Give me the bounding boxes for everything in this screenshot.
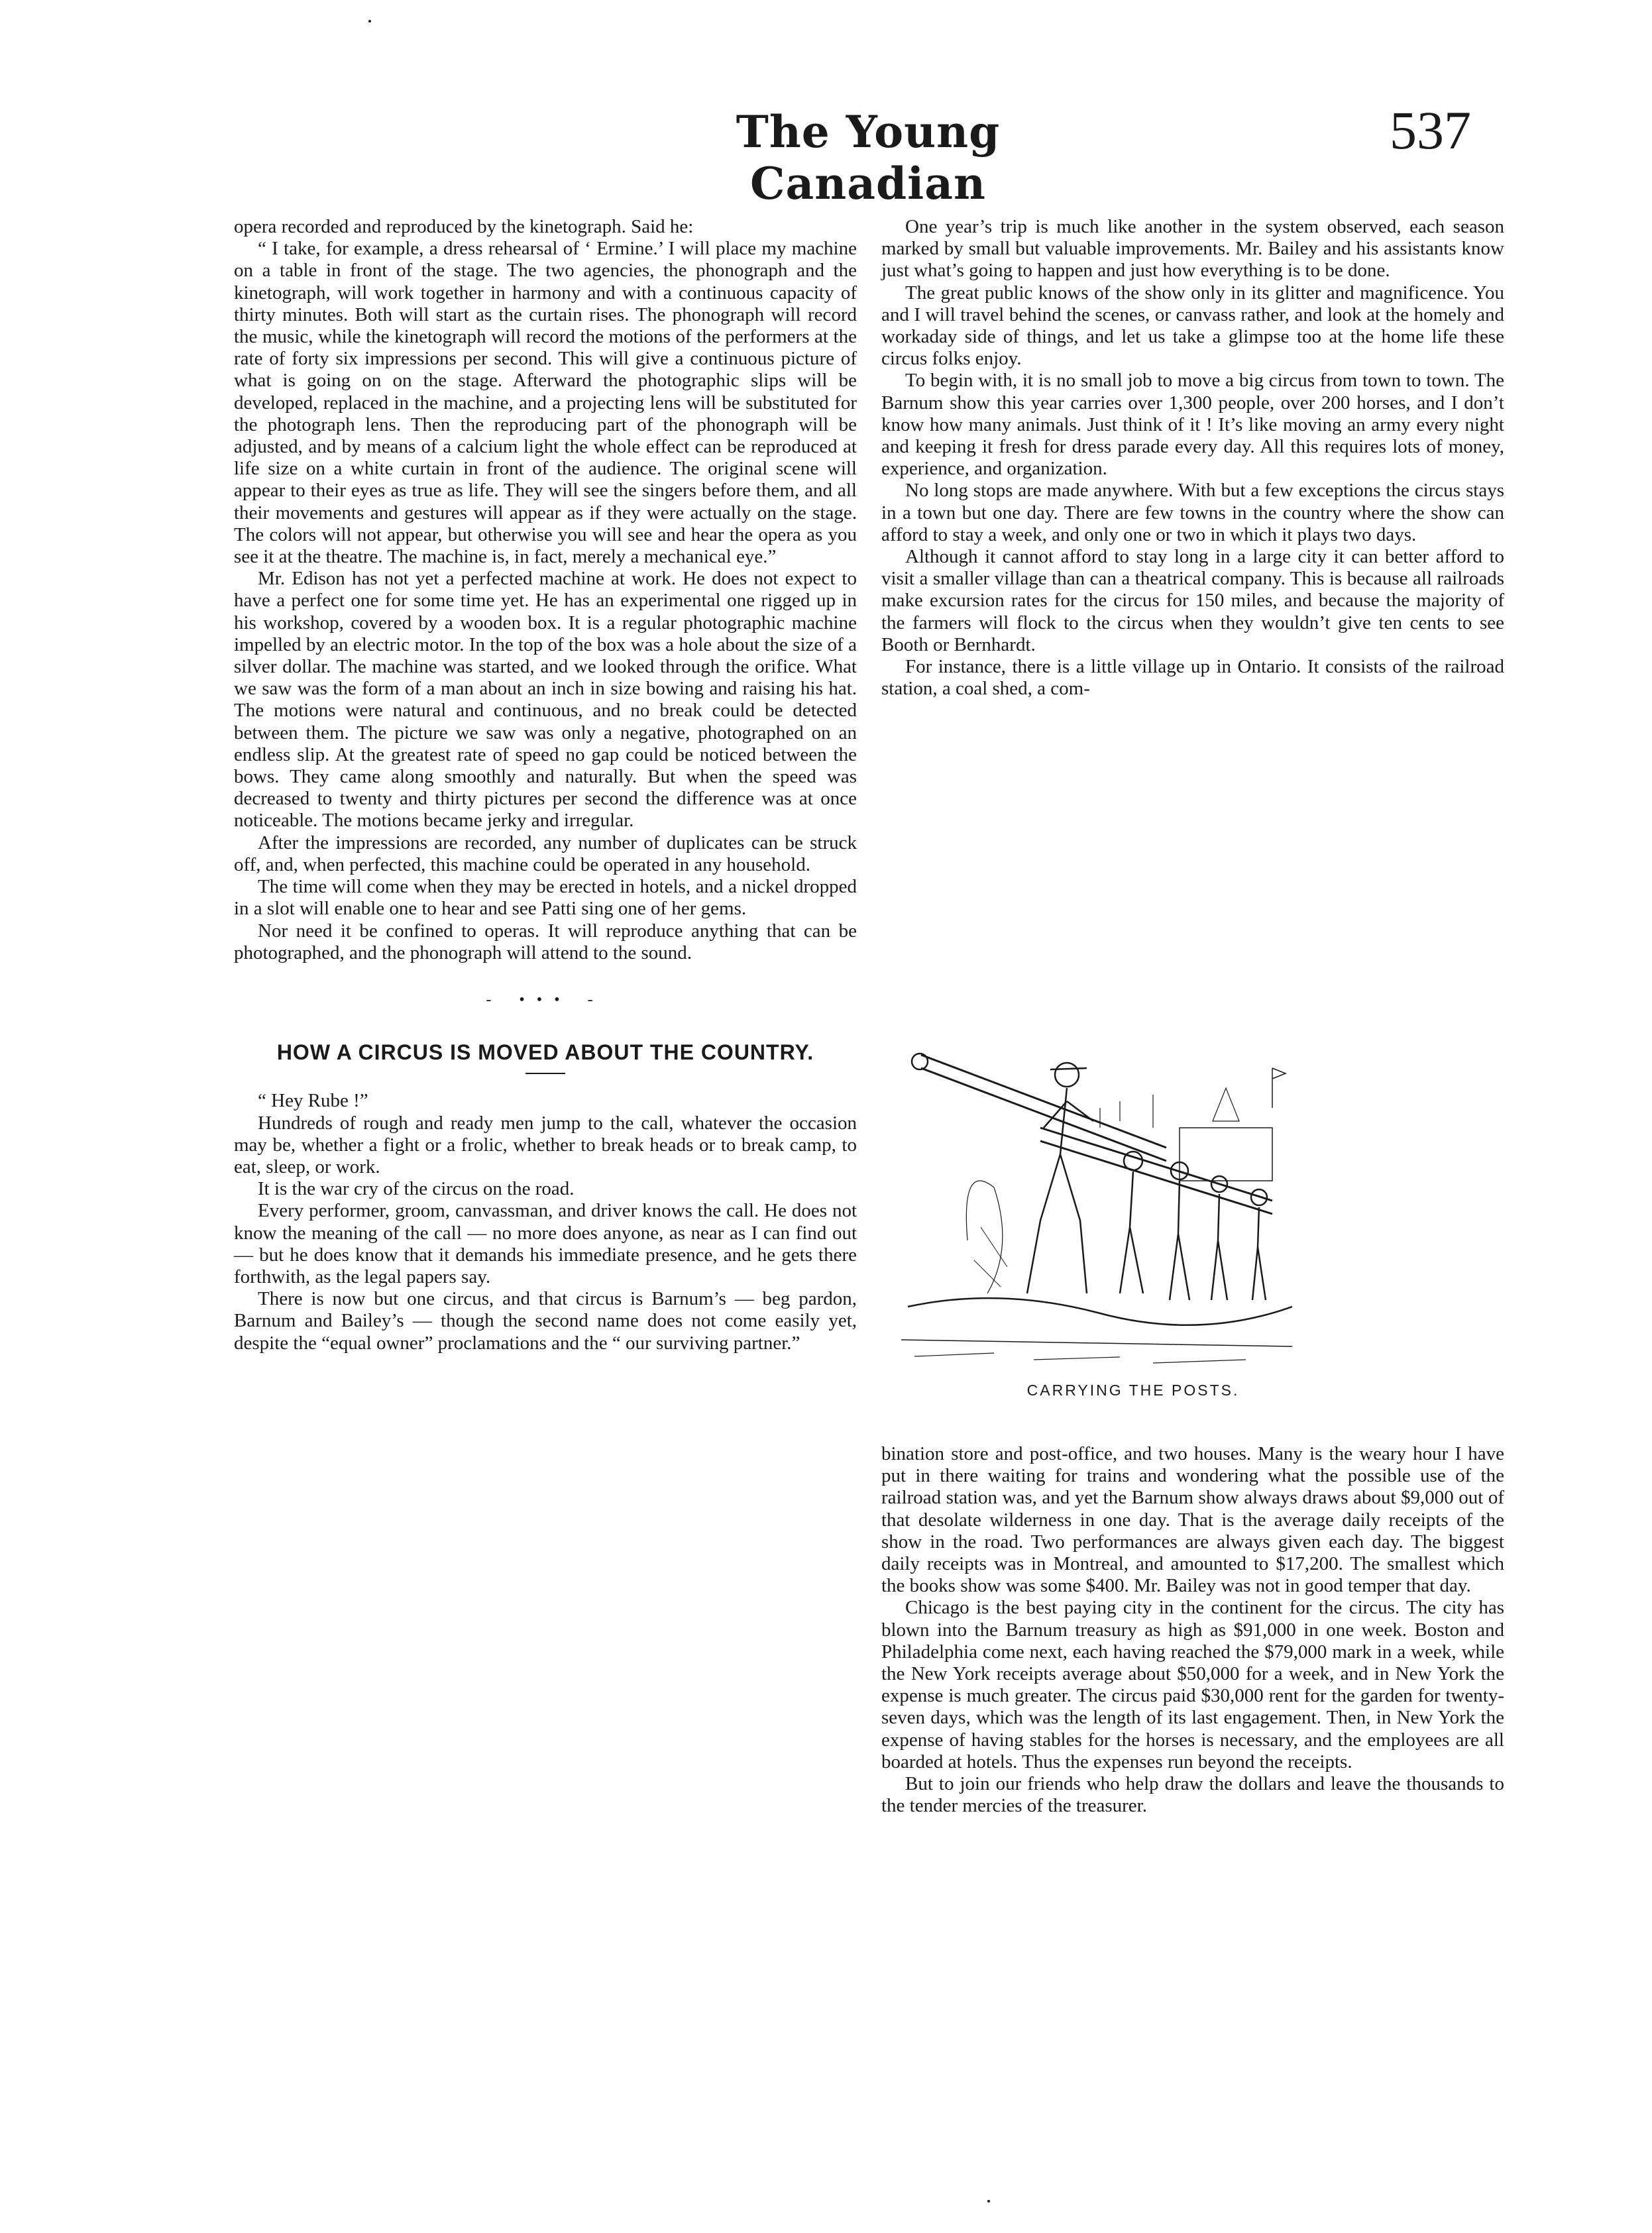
paragraph: The great public knows of the show only in its glitter and magnificence. You and I will travel behind the scenes, or canvass rather, and look at the homely and workaday side of things, and let us take a glimpse too at the home life these circus folks enjoy.: [881, 282, 1504, 370]
paragraph: opera recorded and reproduced by the kinetograph. Said he:: [234, 216, 694, 237]
paragraph: Hundreds of rough and ready men jump to the call, whatever the occasion may be, whether a fight or a frolic, whether to break heads or to break camp, to eat, sleep, or work.: [234, 1112, 857, 1177]
paragraph: Although it cannot afford to stay long in a large city it can better afford to visit a smaller village than can a theatrical company. This is because all railroads make excursion rates for the circus for 150 miles, and because the majority of the farmers will flock to the circus when they wouldn’t give ten cents to see Booth or Bernhardt.: [881, 546, 1504, 655]
paragraph: “ I take, for example, a dress rehearsal of ‘ Ermine.’ I will place my machine on a table in front of the stage. The two agencies, the phonograph and the kinetograph, will work together in harmony and with a continuous capacity of thirty minutes. Both will start as the curtain rises. The phonograph will record the music, while the kinetograph will record the motions of the performers at the rate of forty six impressions per second. This will give a continuous picture of what is going on on the stage. Afterward the photographic slips will be developed, replaced in the machine, and a projecting lens will be substituted for the photograph lens. Then the reproducing part of the phonograph will be adjusted, and by means of a calcium light the whole effect can be reproduced at life size on a white curtain in front of the audience. The original scene will appear to their eyes as true as life. They will see the singers before them, and all their movements and gestures will appear as if they were actually on the stage. The colors will not appear, but otherwise you will see and hear the opera as you see it at the theatre. The machine is, in fact, merely a mechanical eye.”: [234, 238, 857, 568]
masthead-title: The Young Canadian: [736, 106, 1001, 209]
paragraph: To begin with, it is no small job to move a big circus from town to town. The Barnum show this year carries over 1,300 people, over 200 horses, and I don’t know how many animals. Just think of it ! It’s like moving an army every night and keeping it fresh for dress parade every day. All this requires lots of money, experience, and organization.: [881, 370, 1504, 480]
paragraph: It is the war cry of the circus on the road.: [258, 1178, 575, 1200]
paragraph: Nor need it be confined to operas. It will reproduce anything that can be photographed, and the phonograph will attend to the sound.: [234, 920, 857, 963]
page-number: 537: [1390, 100, 1471, 160]
paragraph: But to join our friends who help draw the dollars and leave the thousands to the tender mercies of the treasurer.: [881, 1773, 1504, 1817]
paragraph: Every performer, groom, canvassman, and driver knows the call. He does not know the meaning of the call — no more does anyone, as near as I can find out — but he does know that it demands his immediate presence, and he gets there forthwith, as the legal papers say.: [234, 1200, 857, 1287]
paragraph: For instance, there is a little village up in Ontario. It consists of the railroad station, a coal shed, a com-: [881, 656, 1504, 700]
right-column-bottom: [881, 1443, 1504, 1817]
carrying-the-posts-illustration: [901, 1028, 1292, 1368]
scan-speck: [368, 20, 371, 23]
paragraph: No long stops are made anywhere. With but a few exceptions the circus stays in a town but one day. There are few towns in the country where the show can afford to stay a week, and only one or two in which it plays two days.: [881, 480, 1504, 545]
section-divider-ornament: - ••• -: [486, 991, 605, 1008]
paragraph: One year’s trip is much like another in the system observed, each season marked by small but valuable improvements. Mr. Bailey and his assistants know just what’s going to happen and just how everything is to be done.: [881, 216, 1504, 282]
left-column: [234, 216, 857, 1354]
paragraph: bination store and post-office, and two houses. Many is the weary hour I have put in there waiting for trains and wondering what the possible use of the railroad station was, and yet the Barnum show always draws about $9,000 out of that desolate wilderness in one day. That is the average daily receipts of the show in the road. Two performances are always given each day. The biggest daily receipts was in Montreal, and amounted to $17,200. The smallest which the books show was some $400. Mr. Bailey was not in good temper that day.: [881, 1443, 1504, 1597]
paragraph: After the impressions are recorded, any number of duplicates can be struck off, and, when perfected, this machine could be operated in any household.: [234, 832, 857, 875]
paragraph: Mr. Edison has not yet a perfected machine at work. He does not expect to have a perfect one for some time yet. He has an experimental one rigged up in his workshop, covered by a wooden box. It is a regular photographic machine impelled by an electric motor. In the top of the box was a hole about the size of a silver dollar. The machine was started, and we looked through the orifice. What we saw was the form of a man about an inch in size bowing and raising his hat. The motions were natural and continuous, and no break could be detected between them. The picture we saw was only a negative, photographed on an endless slip. At the greatest rate of speed no gap could be noticed between the bows. They came along smoothly and naturally. But when the speed was decreased to twenty and thirty pictures per second the difference was at once noticeable. The motions became jerky and irregular.: [234, 568, 857, 832]
right-column-top: [881, 216, 1504, 700]
paragraph: There is now but one circus, and that circus is Barnum’s — beg pardon, Barnum and Bailey’s — though the second name does not come easily yet, despite the “equal owner” proclamations and the “ our surviving partner.”: [234, 1288, 857, 1354]
heading-rule: [525, 1073, 565, 1074]
paragraph: “ Hey Rube !”: [258, 1090, 368, 1112]
paragraph: Chicago is the best paying city in the continent for the circus. The city has blown into the Barnum treasury as high as $91,000 in one week. Boston and Philadelphia come next, each having reached the $79,000 mark in a week, while the New York receipts average about $50,000 for a week, and in New York the expense is much greater. The circus paid $30,000 rent for the garden for twenty-seven days, which was the length of its last engagement. Then, in New York the expense of having stables for the horses is necessary, and the employees are all boarded at hotels. Thus the expenses run beyond the receipts.: [881, 1597, 1504, 1772]
scan-speck: [987, 2200, 990, 2203]
paragraph: The time will come when they may be erected in hotels, and a nickel dropped in a slot will enable one to hear and see Patti sing one of her gems.: [234, 876, 857, 920]
illustration-caption: CARRYING THE POSTS.: [1026, 1382, 1240, 1399]
section-heading: HOW A CIRCUS IS MOVED ABOUT THE COUNTRY.: [276, 1040, 814, 1065]
